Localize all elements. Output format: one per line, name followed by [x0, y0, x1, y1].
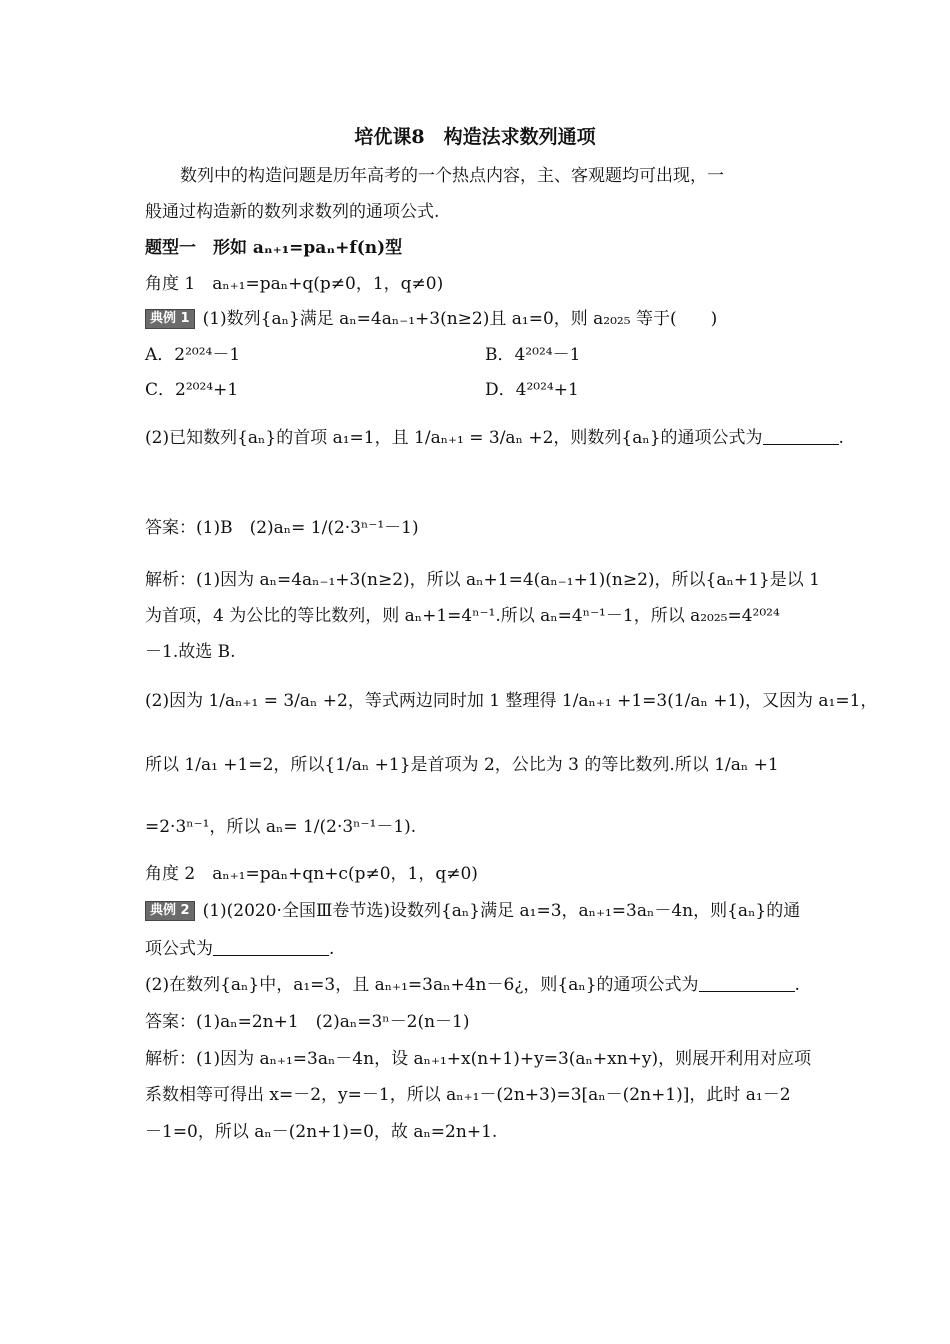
example1-solution-line-3: －1.故选 B.: [145, 642, 236, 662]
example1-solution-line-4: (2)因为 1/aₙ₊₁ = 3/aₙ +2，等式两边同时加 1 整理得 1/aₙ₊₁ +1=3(1/aₙ +1)，又因为 a₁=1，: [145, 691, 878, 711]
example2-answer: 答案：(1)aₙ=2n+1 (2)aₙ=3ⁿ－2(n－1): [145, 1012, 470, 1032]
example2-solution-line-3: －1=0，所以 aₙ－(2n+1)=0，故 aₙ=2n+1.: [145, 1122, 498, 1142]
example2-solution-line-1: 解析：(1)因为 aₙ₊₁=3aₙ－4n，设 aₙ₊₁+x(n+1)+y=3(aₙ+xn+y)，则展开利用对应项: [145, 1049, 812, 1069]
example1-options-row1: [145, 342, 810, 368]
example2-solution-line-2: 系数相等可得出 x=－2，y=－1，所以 aₙ₊₁－(2n+3)=3[aₙ－(2n+1)]，此时 a₁－2: [145, 1085, 791, 1105]
example2-q2-text: (2)在数列{aₙ}中，a₁=3，且 aₙ₊₁=3aₙ+4n－6¿，则{aₙ}的通项公式为: [145, 975, 699, 995]
intro-line-2: 般通过构造新的数列求数列的通项公式.: [145, 202, 440, 222]
answer-blank: [213, 937, 329, 956]
example1-question1: [145, 306, 810, 332]
answer-blank: [699, 973, 795, 992]
example1-q1-text: (1)数列{aₙ}满足 aₙ=4aₙ₋₁+3(n≥2)且 a₁=0，则 a₂₀₂₅ 等于( ): [202, 309, 718, 329]
example1-solution-line-6: =2·3ⁿ⁻¹，所以 aₙ= 1/(2·3ⁿ⁻¹－1).: [145, 817, 417, 837]
example2-question1-cont: 项公式为 .: [145, 939, 335, 959]
example2-tag: 典例 2: [145, 901, 195, 921]
example2-q1-cont-text: 项公式为: [145, 939, 213, 959]
option-d: D．4²⁰²⁴+1: [485, 380, 579, 400]
example1-solution-line-5: 所以 1/a₁ +1=2，所以{1/aₙ +1}是首项为 2，公比为 3 的等比数列.所以 1/aₙ +1: [145, 755, 779, 775]
option-b: B．4²⁰²⁴－1: [485, 345, 581, 365]
angle1-heading: 角度 1 aₙ₊₁=paₙ+q(p≠0，1，q≠0): [145, 274, 444, 294]
type1-heading: 题型一 形如 aₙ₊₁=paₙ+f(n)型: [145, 238, 403, 258]
example1-options-row2: [145, 377, 810, 403]
example1-question2: (2)已知数列{aₙ}的首项 a₁=1，且 1/aₙ₊₁ = 3/aₙ +2，则数列{aₙ}的通项公式为 .: [145, 428, 844, 448]
intro-line-1: 数列中的构造问题是历年高考的一个热点内容，主、客观题均可出现，一: [180, 166, 724, 186]
example1-solution-line-1: 解析：(1)因为 aₙ=4aₙ₋₁+3(n≥2)，所以 aₙ+1=4(aₙ₋₁+1)(n≥2)，所以{aₙ+1}是以 1: [145, 570, 820, 590]
option-c: C．2²⁰²⁴+1: [145, 380, 239, 400]
example2-question1: [145, 898, 810, 924]
example1-tag: 典例 1: [145, 309, 195, 329]
option-a: A．2²⁰²⁴－1: [145, 345, 241, 365]
example2-q1-text: (1)(2020·全国Ⅲ卷节选)设数列{aₙ}满足 a₁=3，aₙ₊₁=3aₙ－4n，则{aₙ}的通: [202, 901, 801, 921]
page-title: 培优课8 构造法求数列通项: [354, 126, 596, 148]
angle2-heading: 角度 2 aₙ₊₁=paₙ+qn+c(p≠0，1，q≠0): [145, 864, 478, 884]
answer-blank: [763, 426, 839, 445]
example2-question2: (2)在数列{aₙ}中，a₁=3，且 aₙ₊₁=3aₙ+4n－6¿，则{aₙ}的通项公式为 .: [145, 975, 800, 995]
example1-answer: 答案：(1)B (2)aₙ= 1/(2·3ⁿ⁻¹－1): [145, 518, 419, 538]
example1-solution-line-2: 为首项，4 为公比的等比数列，则 aₙ+1=4ⁿ⁻¹.所以 aₙ=4ⁿ⁻¹－1，所以 a₂₀₂₅=4²⁰²⁴: [145, 606, 780, 626]
example1-q2-text: (2)已知数列{aₙ}的首项 a₁=1，且 1/aₙ₊₁ = 3/aₙ +2，则数列{aₙ}的通项公式为: [145, 428, 763, 448]
